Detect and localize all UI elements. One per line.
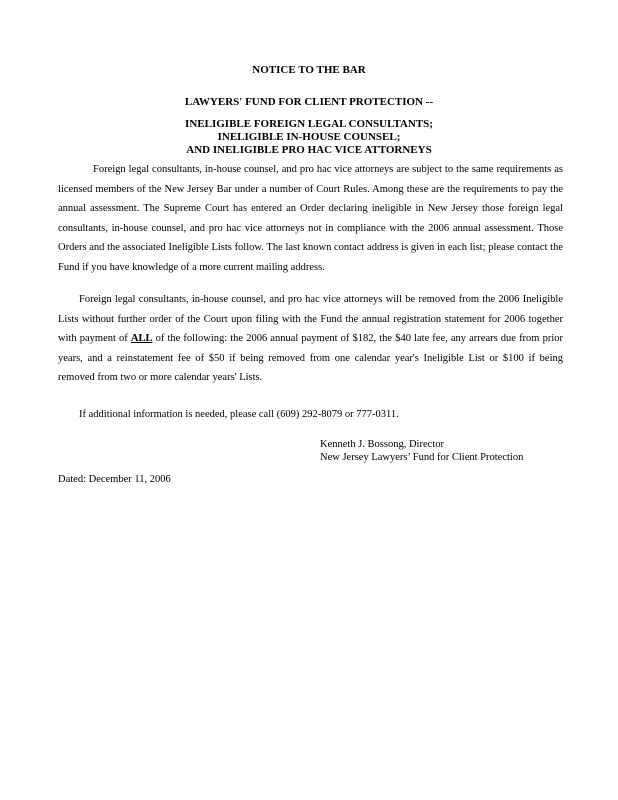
topic-line-1: INELIGIBLE FOREIGN LEGAL CONSULTANTS; (185, 118, 433, 130)
body-paragraph-1: Foreign legal consultants, in-house counsel, and pro hac vice attorneys are subject to the same requirements as licensed members of the New Jersey Bar under a number of Court Rules. Among these are the requirements to pay the annual assessment. The Supreme Court has entered an Order declaring ineligible in New Jersey those foreign legal consultants, in-house counsel, and pro hac vice attorneys not in compliance with the 2006 annual assessment. Those Orders and the associated Ineligible Lists follow. The last known contact address is given in each list; please contact the Fund if you have knowledge of a more current mailing address. (58, 164, 563, 273)
signature-organization: New Jersey Lawyers’ Fund for Client Protection (320, 452, 524, 463)
topic-line-3: AND INELIGIBLE PRO HAC VICE ATTORNEYS (186, 144, 432, 156)
notice-topic (0, 118, 618, 157)
topic-line-2: INELIGIBLE IN-HOUSE COUNSEL; (217, 131, 401, 143)
body-paragraph-2 (58, 290, 563, 388)
notice-subtitle: LAWYERS' FUND FOR CLIENT PROTECTION -- (184, 96, 434, 108)
paragraph-2-emphasis: ALL (130, 333, 153, 345)
paragraph-2-text-after: of the following: the 2006 annual payment of $182, the $40 late fee, any arrears due from prior years, and a reinstatement fee of $50 if being removed from one calendar year's Ineligible List or $100 if being removed from two or more calendar years' Lists. (58, 333, 563, 384)
signature-name: Kenneth J. Bossong, Director (320, 439, 444, 450)
body-paragraph-3: If additional information is needed, please call (609) 292-8079 or 777-0311. (79, 409, 399, 420)
paragraph-2-text-before: Foreign legal consultants, in-house counsel, and pro hac vice attorneys will be removed from the 2006 Ineligible Lists without further order of the Court upon filing with the Fund the annual registration statement for 2006 together with payment of (58, 294, 563, 345)
notice-title: NOTICE TO THE BAR (252, 64, 366, 76)
date-line: Dated: December 11, 2006 (58, 474, 171, 485)
